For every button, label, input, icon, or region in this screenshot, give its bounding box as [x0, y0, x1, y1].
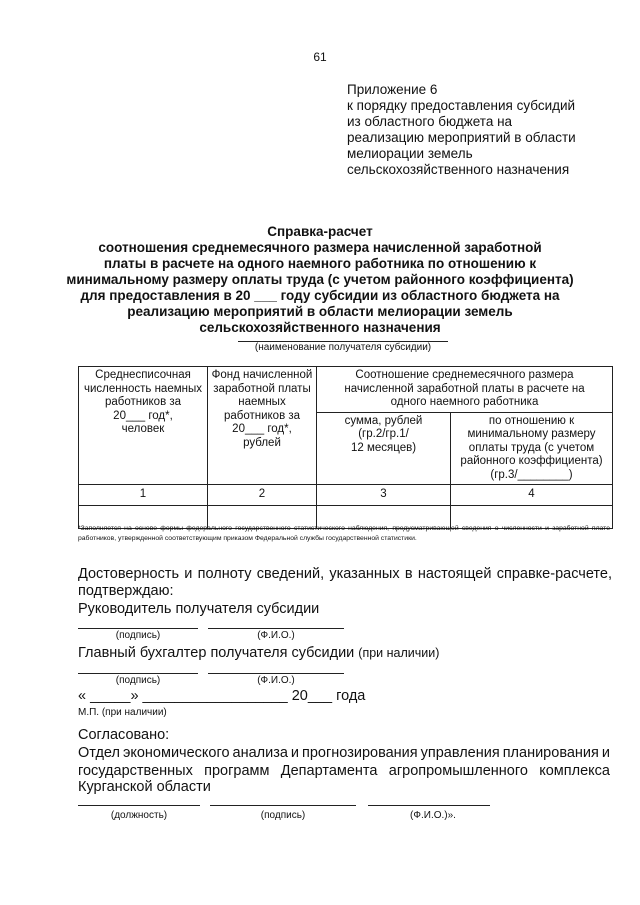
appendix-line: к порядку предоставления субсидий	[347, 98, 576, 113]
header-cell-employees: Среднесписочная численность наемных работников за 20___ год*, человек	[79, 367, 208, 485]
page-number: 61	[313, 50, 327, 64]
header-cell-payroll-fund: Фонд начисленной заработной платы наемных работников за 20___ год*, рублей	[208, 367, 317, 485]
position-line[interactable]	[78, 805, 200, 806]
confirm-text-line: подтверждаю:	[78, 583, 174, 599]
column-number: 4	[451, 485, 613, 506]
appendix-block	[347, 82, 576, 178]
title-line: соотношения среднемесячного размера начисленной заработной	[98, 240, 542, 255]
confirm-text-line: Достоверность и полноту сведений, указанных в настоящей справке-расчете,	[78, 566, 612, 582]
signature-caption: (подпись)	[260, 810, 306, 821]
appendix-line: сельскохозяйственного назначения	[347, 162, 570, 177]
name-caption: (Ф.И.О.)».	[410, 810, 456, 821]
head-name-line[interactable]	[208, 628, 344, 629]
accountant-name-line[interactable]	[208, 673, 344, 674]
title-line: платы в расчете на одного наемного работника по отношению к	[103, 256, 537, 271]
accountant-label: Главный бухгалтер получателя субсидии (при наличии)	[78, 645, 440, 661]
table-column-numbers-row	[79, 485, 613, 506]
stamp-note: М.П. (при наличии)	[78, 707, 167, 718]
agreed-label: Согласовано:	[78, 727, 170, 743]
agreed-department-line: Курганской области	[78, 779, 211, 795]
appendix-line: мелиорации земель	[347, 146, 473, 161]
agreed-signature-line[interactable]	[210, 805, 356, 806]
subsidy-table	[78, 366, 613, 529]
recipient-caption: (наименование получателя субсидии)	[254, 342, 432, 353]
title-line: реализацию мероприятий в области мелиорации земель	[127, 304, 513, 319]
header-cell-min-wage-ratio: по отношению к минимальному размеру оплаты труда (с учетом районного коэффициента) (гр.3/________)	[451, 412, 613, 485]
header-cell-sum: сумма, рублей (гр.2/гр.1/ 12 месяцев)	[317, 412, 451, 485]
table-header-row	[79, 367, 613, 413]
appendix-line: из областного бюджета на	[347, 114, 513, 129]
column-number: 3	[317, 485, 451, 506]
appendix-line: Приложение 6	[347, 82, 438, 97]
agreed-name-line[interactable]	[368, 805, 490, 806]
name-caption: (Ф.И.О.)	[257, 630, 295, 641]
year-field[interactable]: ___	[307, 688, 333, 704]
title-line: для предоставления в 20 ___ году субсидии из областного бюджета на	[80, 288, 560, 303]
signature-caption: (подпись)	[115, 675, 161, 686]
agreed-department-line: Отдел экономического анализа и прогнозирования управления планирования и	[78, 745, 610, 761]
agreed-department-line: государственных программ Департамента агропромышленного комплекса	[78, 763, 610, 779]
title-line: минимальному размеру оплаты труда (с учетом районного коэффициента)	[66, 272, 574, 287]
month-field[interactable]: __________________	[142, 688, 288, 704]
head-signature-line[interactable]	[78, 628, 198, 629]
position-caption: (должность)	[110, 810, 168, 821]
title-line: сельскохозяйственного назначения	[199, 320, 441, 335]
column-number: 1	[79, 485, 208, 506]
day-field[interactable]: _____	[90, 688, 131, 704]
title-line: Справка-расчет	[267, 224, 373, 239]
footnote: *Заполняется на основе формы федерального государственного статистического наблюдения, предусматривающей сведения о численности и заработной плате работников, утвержденной соответствующим приказом Федеральной службы государственной статистики.	[78, 525, 610, 542]
signature-caption: (подпись)	[115, 630, 161, 641]
date-line: « _____» __________________ 20___ года	[78, 688, 366, 704]
appendix-line: реализацию мероприятий в области	[347, 130, 576, 145]
header-cell-ratio: Соотношение среднемесячного размера начисленной заработной платы в расчете на одного наемного работника	[317, 367, 613, 413]
accountant-signature-line[interactable]	[78, 673, 198, 674]
column-number: 2	[208, 485, 317, 506]
document-title	[60, 224, 580, 336]
head-label: Руководитель получателя субсидии	[78, 601, 320, 617]
name-caption: (Ф.И.О.)	[257, 675, 295, 686]
